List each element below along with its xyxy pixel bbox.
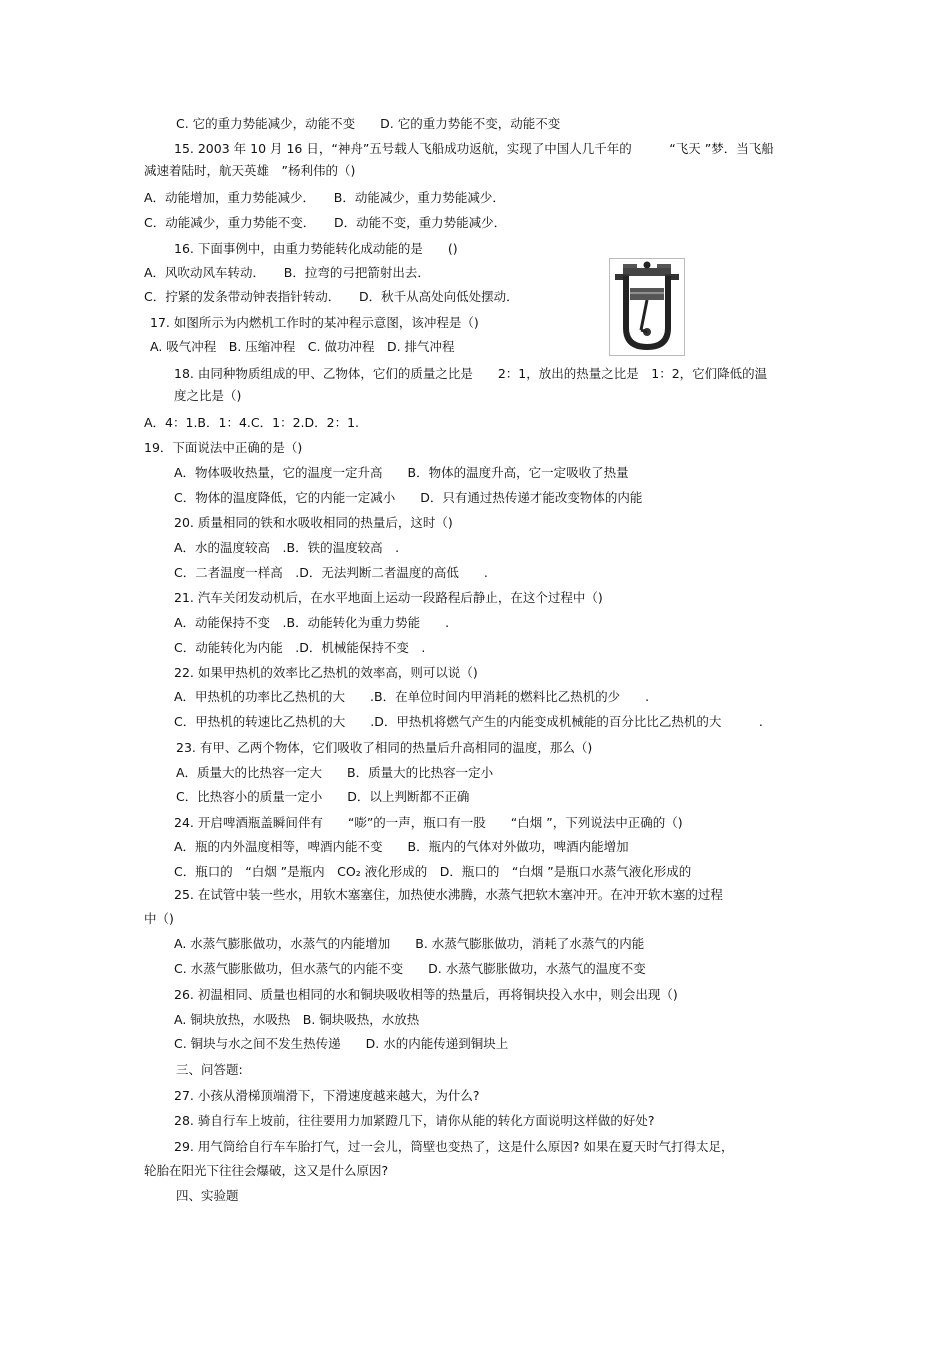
line-14-options-cd: C. 它的重力势能减少，动能不变 D. 它的重力势能不变，动能不变 xyxy=(176,116,561,131)
question-29-cont: 轮胎在阳光下往往会爆破，这又是什么原因? xyxy=(144,1163,389,1178)
question-22-stem: 22. 如果甲热机的效率比乙热机的效率高，则可以说（) xyxy=(174,665,478,680)
question-24-options-ab: A．瓶的内外温度相等，啤酒内能不变 B．瓶内的气体对外做功，啤酒内能增加 xyxy=(174,839,629,854)
question-21-stem: 21. 汽车关闭发动机后，在水平地面上运动一段路程后静止，在这个过程中（) xyxy=(174,590,603,605)
question-20-options-ab: A．水的温度较高 .B．铁的温度较高 . xyxy=(174,540,400,555)
question-16-options-cd: C．拧紧的发条带动钟表指针转动． D．秋千从高处向低处摆动． xyxy=(144,289,519,304)
question-21-options-cd: C．动能转化为内能 .D．机械能保持不变 . xyxy=(174,640,426,655)
question-16-stem: 16. 下面事例中，由重力势能转化成动能的是 () xyxy=(174,241,458,256)
question-25-options-cd: C. 水蒸气膨胀做功，但水蒸气的内能不变 D. 水蒸气膨胀做功，水蒸气的温度不变 xyxy=(174,961,646,976)
question-22-options-ab: A．甲热机的功率比乙热机的大 .B．在单位时间内甲消耗的燃料比乙热机的少 . xyxy=(174,689,650,704)
question-22-options-cd: C．甲热机的转速比乙热机的大 .D．甲热机将燃气产生的内能变成机械能的百分比比乙热机的大 . xyxy=(174,714,763,729)
section-4-heading: 四、实验题 xyxy=(176,1188,239,1203)
question-18-stem-cont: 度之比是（) xyxy=(174,388,242,403)
question-19-options-ab: A．物体吸收热量，它的温度一定升高 B．物体的温度升高，它一定吸收了热量 xyxy=(174,465,629,480)
question-24-options-cd: C．瓶口的 “白烟 ”是瓶内 CO₂ 液化形成的 D．瓶口的 “白烟 ”是瓶口水蒸气液化形成的 xyxy=(174,864,692,879)
question-28: 28. 骑自行车上坡前，往往要用力加紧蹬几下，请你从能的转化方面说明这样做的好处? xyxy=(174,1113,655,1128)
question-25-stem: 25. 在试管中装一些水，用软木塞塞住，加热使水沸腾，水蒸气把软木塞冲开。在冲开软木塞的过程 xyxy=(174,887,723,902)
question-27: 27. 小孩从滑梯顶端滑下，下滑速度越来越大，为什么? xyxy=(174,1088,480,1103)
question-29: 29. 用气筒给自行车车胎打气，过一会儿，筒壁也变热了，这是什么原因? 如果在夏天时气打得太足， xyxy=(174,1139,734,1154)
question-17-options: A. 吸气冲程 B. 压缩冲程 C. 做功冲程 D. 排气冲程 xyxy=(150,339,455,354)
question-16-options-ab: A．风吹动风车转动． B．拉弯的弓把箭射出去． xyxy=(144,265,430,280)
question-19-options-cd: C．物体的温度降低，它的内能一定减小 D．只有通过热传递才能改变物体的内能 xyxy=(174,490,643,505)
engine-stroke-diagram xyxy=(609,258,685,356)
section-3-heading: 三、问答题: xyxy=(176,1062,243,1077)
question-26-options-cd: C. 铜块与水之间不发生热传递 D. 水的内能传递到铜块上 xyxy=(174,1036,509,1051)
question-25-stem-cont: 中（) xyxy=(144,911,174,926)
question-15-options-cd: C．动能减少，重力势能不变． D．动能不变，重力势能减少． xyxy=(144,215,507,230)
question-26-stem: 26. 初温相同、质量也相同的水和铜块吸收相等的热量后，再将铜块投入水中，则会出现（) xyxy=(174,987,678,1002)
question-20-options-cd: C．二者温度一样高 .D．无法判断二者温度的高低 . xyxy=(174,565,488,580)
question-20-stem: 20. 质量相同的铁和水吸收相同的热量后，这时（) xyxy=(174,515,453,530)
question-15-options-ab: A．动能增加，重力势能减少． B．动能减少，重力势能减少． xyxy=(144,190,505,205)
question-23-options-ab: A．质量大的比热容一定大 B．质量大的比热容一定小 xyxy=(176,765,494,780)
question-26-options-ab: A. 铜块放热，水吸热 B. 铜块吸热，水放热 xyxy=(174,1012,420,1027)
question-18-stem: 18. 由同种物质组成的甲、乙物体，它们的质量之比是 2：1，放出的热量之比是 1：2，它们降低的温 xyxy=(174,366,768,381)
question-19-stem: 19．下面说法中正确的是（) xyxy=(144,440,303,455)
question-23-stem: 23. 有甲、乙两个物体，它们吸收了相同的热量后升高相同的温度，那么（) xyxy=(176,740,593,755)
question-23-options-cd: C．比热容小的质量一定小 D．以上判断都不正确 xyxy=(176,789,470,804)
question-21-options-ab: A．动能保持不变 .B．动能转化为重力势能 . xyxy=(174,615,450,630)
question-18-options: A．4：1.B．1：4.C．1：2.D．2：1. xyxy=(144,415,359,430)
question-15-stem-cont: 减速着陆时，航天英雄 ”杨利伟的（) xyxy=(144,163,356,178)
question-25-options-ab: A. 水蒸气膨胀做功，水蒸气的内能增加 B. 水蒸气膨胀做功，消耗了水蒸气的内能 xyxy=(174,936,645,951)
question-15-stem: 15. 2003 年 10 月 16 日，“神舟”五号载人飞船成功返航，实现了中国人几千年的 “飞天 ”梦．当飞船 xyxy=(174,141,774,156)
question-24-stem: 24. 开启啤酒瓶盖瞬间伴有 “嘭”的一声，瓶口有一股 “白烟 ”，下列说法中正确的（) xyxy=(174,815,683,830)
question-17-stem: 17. 如图所示为内燃机工作时的某冲程示意图，该冲程是（) xyxy=(150,315,479,330)
